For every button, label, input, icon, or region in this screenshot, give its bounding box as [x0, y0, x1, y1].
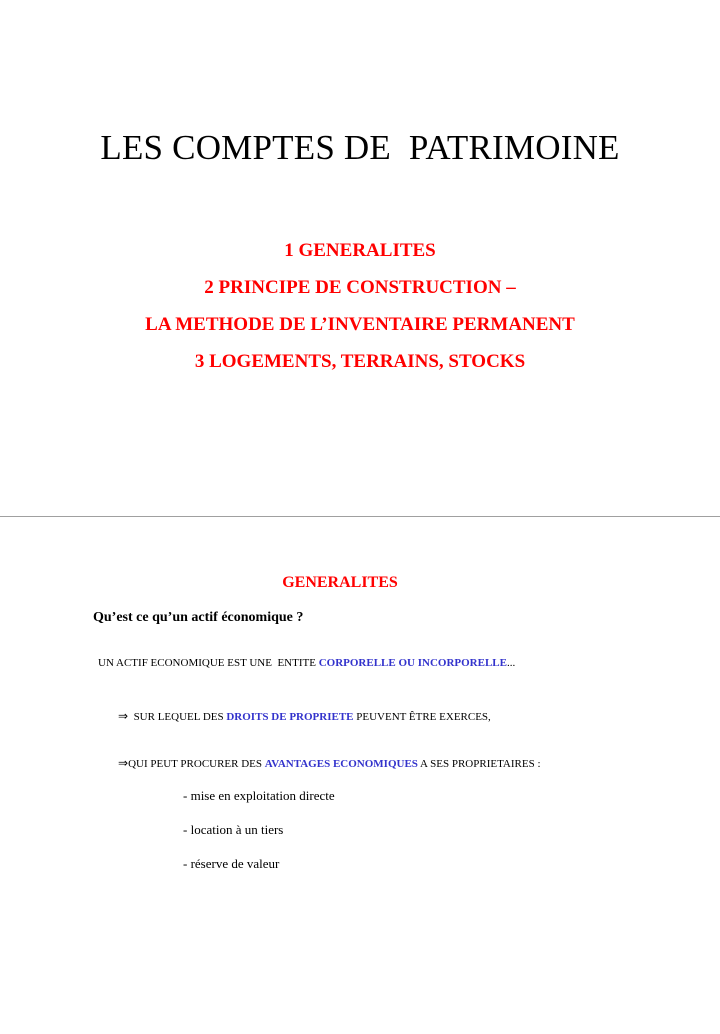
- toc-item: LA METHODE DE L’INVENTAIRE PERMANENT: [145, 314, 575, 335]
- slide-generalites: [0, 517, 720, 1034]
- definition-prefix: UN ACTIF ECONOMIQUE EST UNE ENTITE: [98, 657, 319, 669]
- arrow-point-suffix: A SES PROPRIETAIRES :: [417, 758, 541, 770]
- arrow-point-rights: [118, 709, 491, 723]
- advantages-list: [183, 787, 335, 889]
- table-of-contents: [0, 240, 720, 388]
- arrow-point-suffix: PEUVENT ÊTRE EXERCES,: [353, 711, 491, 723]
- arrow-point-prefix: QUI PEUT PROCURER DES: [128, 758, 265, 770]
- arrow-point-prefix: SUR LEQUEL DES: [128, 711, 227, 723]
- arrow-point-highlight: DROITS DE PROPRIETE: [226, 711, 354, 723]
- question-heading: Qu’est ce qu’un actif économique ?: [93, 610, 304, 625]
- slide-title: [0, 0, 720, 516]
- list-item: - location à un tiers: [183, 822, 284, 837]
- toc-item: 1 GENERALITES: [284, 240, 436, 261]
- double-arrow-icon: ⇒: [118, 709, 129, 723]
- section-title: GENERALITES: [282, 574, 398, 591]
- arrow-point-advantages: [118, 756, 541, 770]
- list-item: - mise en exploitation directe: [183, 788, 335, 803]
- double-arrow-icon: ⇒: [118, 756, 129, 770]
- page-title: LES COMPTES DE PATRIMOINE: [100, 128, 620, 167]
- definition-suffix: ...: [506, 657, 516, 669]
- toc-item: 2 PRINCIPE DE CONSTRUCTION –: [204, 277, 516, 298]
- toc-item: 3 LOGEMENTS, TERRAINS, STOCKS: [194, 351, 526, 372]
- arrow-point-highlight: AVANTAGES ECONOMIQUES: [264, 758, 418, 770]
- definition-highlight: CORPORELLE OU INCORPORELLE: [318, 657, 507, 669]
- definition-text: [98, 657, 515, 669]
- list-item: - réserve de valeur: [183, 856, 280, 871]
